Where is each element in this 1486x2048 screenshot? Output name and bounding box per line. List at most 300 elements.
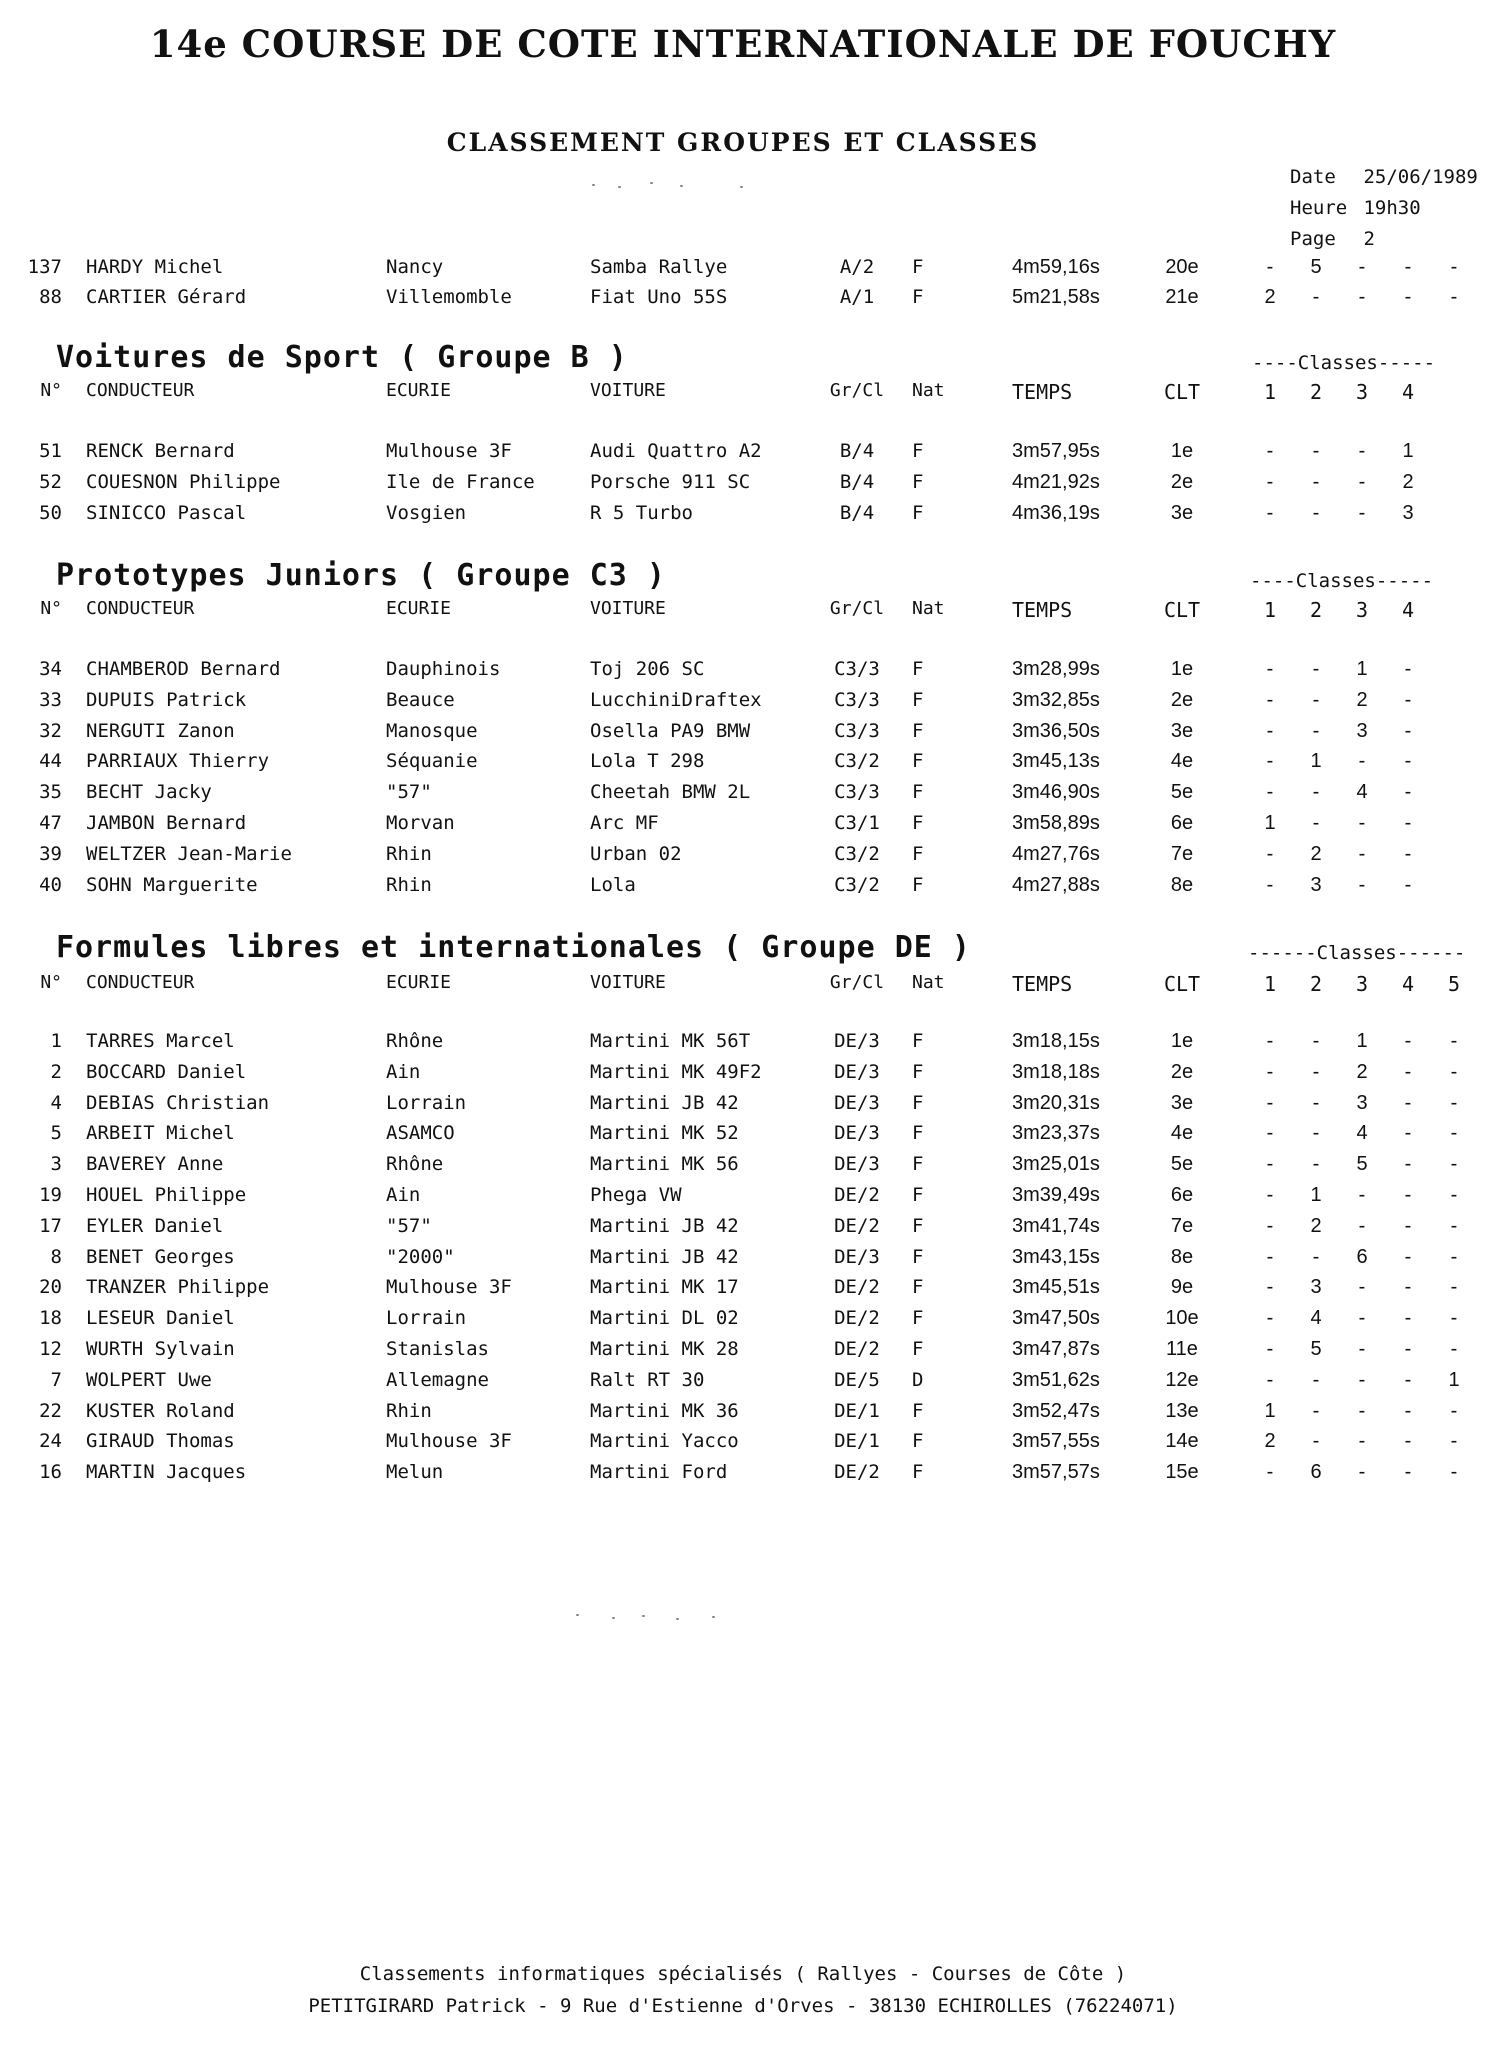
column-header-voiture: VOITURE <box>590 380 666 401</box>
class-rank-cell: 6 <box>1356 1246 1368 1268</box>
table-row <box>0 256 1486 282</box>
page-subtitle: CLASSEMENT GROUPES ET CLASSES <box>446 128 1040 157</box>
class-rank-cell: - <box>1450 1461 1458 1483</box>
class-rank-cell: 2 <box>1264 1430 1276 1452</box>
class-rank-cell: - <box>1312 1153 1320 1175</box>
ranking-cell: 9e <box>1170 1276 1194 1298</box>
nationality-cell: F <box>912 1307 924 1329</box>
number-cell: 35 <box>39 781 62 803</box>
ranking-cell: 1e <box>1170 658 1194 680</box>
class-rank-cell: 3 <box>1356 1092 1368 1114</box>
class-rank-cell: - <box>1266 440 1274 462</box>
group-class-cell: DE/3 <box>834 1153 880 1175</box>
group-class-cell: C3/3 <box>834 720 880 742</box>
column-header-driver: CONDUCTEUR <box>86 380 195 401</box>
class-rank-cell: - <box>1312 720 1320 742</box>
time-cell: 3m47,50s <box>1012 1307 1100 1329</box>
nationality-cell: F <box>912 658 924 680</box>
time-cell: 3m57,55s <box>1012 1430 1100 1452</box>
table-row <box>0 689 1486 715</box>
driver-cell: WELTZER Jean-Marie <box>86 843 292 865</box>
class-rank-cell: - <box>1404 658 1412 680</box>
class-rank-cell: - <box>1358 440 1366 462</box>
class-rank-cell: - <box>1404 1430 1412 1452</box>
car-cell: Audi Quattro A2 <box>590 440 762 462</box>
ranking-cell: 7e <box>1170 843 1194 865</box>
driver-cell: COUESNON Philippe <box>86 471 281 493</box>
driver-cell: DUPUIS Patrick <box>86 689 247 711</box>
column-header-voiture: VOITURE <box>590 972 666 993</box>
nationality-cell: D <box>912 1369 924 1391</box>
nationality-cell: F <box>912 1030 924 1052</box>
class-rank-cell: - <box>1450 1030 1458 1052</box>
class-rank-cell: - <box>1404 1030 1412 1052</box>
nationality-cell: F <box>912 502 924 524</box>
team-cell: Mulhouse 3F <box>386 1276 512 1298</box>
column-header-no: N° <box>40 380 62 401</box>
time-cell: 3m45,13s <box>1012 750 1100 772</box>
car-cell: Martini MK 49F2 <box>590 1061 762 1083</box>
team-cell: Beauce <box>386 689 455 711</box>
car-cell: Phega VW <box>590 1184 682 1206</box>
number-cell: 39 <box>39 843 62 865</box>
class-number-header: 3 <box>1355 380 1369 404</box>
ranking-cell: 3e <box>1170 720 1194 742</box>
class-rank-cell: 3 <box>1356 720 1368 742</box>
column-header-clt: CLT <box>1163 380 1201 404</box>
class-rank-cell: - <box>1450 1215 1458 1237</box>
column-header-grcl: Gr/Cl <box>829 598 885 619</box>
class-rank-cell: - <box>1404 1276 1412 1298</box>
page-label: Page <box>1290 228 1336 250</box>
team-cell: Morvan <box>386 812 455 834</box>
class-number-header: 5 <box>1447 972 1461 996</box>
time-cell: 3m45,51s <box>1012 1276 1100 1298</box>
time-cell: 3m57,95s <box>1012 440 1100 462</box>
class-rank-cell: - <box>1358 502 1366 524</box>
group-class-cell: C3/3 <box>834 689 880 711</box>
group-class-cell: C3/2 <box>834 874 880 896</box>
column-header-voiture: VOITURE <box>590 598 666 619</box>
car-cell: Lola <box>590 874 636 896</box>
class-number-header: 2 <box>1309 972 1323 996</box>
time-cell: 3m52,47s <box>1012 1400 1100 1422</box>
section-title: Prototypes Juniors ( Groupe C3 ) <box>56 558 666 593</box>
driver-cell: BAVEREY Anne <box>86 1153 224 1175</box>
class-number-header: 1 <box>1263 972 1277 996</box>
page-line <box>1290 228 1375 250</box>
driver-cell: MARTIN Jacques <box>86 1461 247 1483</box>
table-row <box>0 1400 1486 1426</box>
date-value: 25/06/1989 <box>1363 166 1478 188</box>
nationality-cell: F <box>912 471 924 493</box>
nationality-cell: F <box>912 1430 924 1452</box>
car-cell: Martini MK 36 <box>590 1400 739 1422</box>
number-cell: 7 <box>50 1369 62 1391</box>
table-row <box>0 1276 1486 1302</box>
class-rank-cell: 4 <box>1310 1307 1322 1329</box>
nationality-cell: F <box>912 1122 924 1144</box>
driver-cell: GIRAUD Thomas <box>86 1430 235 1452</box>
time-cell: 3m20,31s <box>1012 1092 1100 1114</box>
class-rank-cell: - <box>1358 286 1366 308</box>
class-rank-cell: - <box>1358 1215 1366 1237</box>
class-rank-cell: - <box>1266 1338 1274 1360</box>
section-title: Formules libres et internationales ( Groupe DE ) <box>56 930 971 965</box>
time-cell: 4m21,92s <box>1012 471 1100 493</box>
page-number: 2 <box>1363 228 1375 250</box>
class-rank-cell: - <box>1266 256 1274 278</box>
ranking-cell: 14e <box>1165 1430 1199 1452</box>
class-rank-cell: 5 <box>1310 256 1322 278</box>
class-rank-cell: - <box>1358 1338 1366 1360</box>
car-cell: Toj 206 SC <box>590 658 705 680</box>
class-rank-cell: - <box>1404 286 1412 308</box>
number-cell: 34 <box>39 658 62 680</box>
time-cell: 3m36,50s <box>1012 720 1100 742</box>
table-row <box>0 843 1486 869</box>
ranking-cell: 5e <box>1170 1153 1194 1175</box>
group-class-cell: DE/5 <box>834 1369 880 1391</box>
class-rank-cell: - <box>1450 1122 1458 1144</box>
car-cell: Martini Yacco <box>590 1430 739 1452</box>
time-cell: 3m43,15s <box>1012 1246 1100 1268</box>
group-class-cell: A/2 <box>839 256 875 278</box>
class-rank-cell: - <box>1404 1092 1412 1114</box>
class-rank-cell: - <box>1404 1400 1412 1422</box>
classes-header: ----Classes----- <box>1252 352 1436 374</box>
time-cell: 3m51,62s <box>1012 1369 1100 1391</box>
number-cell: 32 <box>39 720 62 742</box>
number-cell: 4 <box>50 1092 62 1114</box>
table-row <box>0 874 1486 900</box>
time-cell: 3m39,49s <box>1012 1184 1100 1206</box>
section-title: Voitures de Sport ( Groupe B ) <box>56 340 628 375</box>
number-cell: 8 <box>50 1246 62 1268</box>
nationality-cell: F <box>912 1184 924 1206</box>
car-cell: Urban 02 <box>590 843 682 865</box>
driver-cell: RENCK Bernard <box>86 440 235 462</box>
number-cell: 22 <box>39 1400 62 1422</box>
class-rank-cell: - <box>1358 1400 1366 1422</box>
column-header-no: N° <box>40 972 62 993</box>
time-cell: 4m27,88s <box>1012 874 1100 896</box>
scan-specks <box>572 1612 732 1622</box>
driver-cell: CHAMBEROD Bernard <box>86 658 281 680</box>
number-cell: 18 <box>39 1307 62 1329</box>
class-rank-cell: - <box>1404 689 1412 711</box>
ranking-cell: 2e <box>1170 471 1194 493</box>
team-cell: "2000" <box>386 1246 455 1268</box>
number-cell: 47 <box>39 812 62 834</box>
team-cell: Manosque <box>386 720 478 742</box>
table-row <box>0 471 1486 497</box>
classes-header: ----Classes----- <box>1250 570 1434 592</box>
time-cell: 3m25,01s <box>1012 1153 1100 1175</box>
nationality-cell: F <box>912 843 924 865</box>
driver-cell: NERGUTI Zanon <box>86 720 235 742</box>
class-rank-cell: - <box>1404 1184 1412 1206</box>
table-row <box>0 1215 1486 1241</box>
driver-cell: CARTIER Gérard <box>86 286 247 308</box>
class-rank-cell: - <box>1312 1246 1320 1268</box>
column-header-nat: Nat <box>912 598 945 619</box>
class-number-header: 2 <box>1309 598 1323 622</box>
column-header-driver: CONDUCTEUR <box>86 972 195 993</box>
driver-cell: BOCCARD Daniel <box>86 1061 247 1083</box>
class-rank-cell: - <box>1450 256 1458 278</box>
time-cell: 3m32,85s <box>1012 689 1100 711</box>
car-cell: Osella PA9 BMW <box>590 720 751 742</box>
ranking-cell: 4e <box>1170 750 1194 772</box>
date-label: Date <box>1290 166 1336 188</box>
table-row <box>0 1461 1486 1487</box>
car-cell: Martini MK 52 <box>590 1122 739 1144</box>
class-rank-cell: 3 <box>1402 502 1414 524</box>
table-row <box>0 1122 1486 1148</box>
footer-line-2: PETITGIRARD Patrick - 9 Rue d'Estienne d'Orves - 38130 ECHIROLLES (76224071) <box>308 1995 1178 2017</box>
class-rank-cell: 2 <box>1310 1215 1322 1237</box>
heure-value: 19h30 <box>1363 197 1421 219</box>
table-row <box>0 1307 1486 1333</box>
class-rank-cell: 1 <box>1402 440 1414 462</box>
number-cell: 17 <box>39 1215 62 1237</box>
nationality-cell: F <box>912 1153 924 1175</box>
car-cell: Martini JB 42 <box>590 1215 739 1237</box>
class-rank-cell: - <box>1266 720 1274 742</box>
number-cell: 5 <box>50 1122 62 1144</box>
column-header-grcl: Gr/Cl <box>829 972 885 993</box>
nationality-cell: F <box>912 874 924 896</box>
ranking-cell: 2e <box>1170 1061 1194 1083</box>
group-class-cell: DE/2 <box>834 1338 880 1360</box>
group-class-cell: C3/2 <box>834 843 880 865</box>
class-rank-cell: 2 <box>1356 1061 1368 1083</box>
group-class-cell: DE/1 <box>834 1430 880 1452</box>
team-cell: Mulhouse 3F <box>386 1430 512 1452</box>
team-cell: Stanislas <box>386 1338 489 1360</box>
team-cell: Mulhouse 3F <box>386 440 512 462</box>
group-class-cell: B/4 <box>839 471 875 493</box>
ranking-cell: 8e <box>1170 874 1194 896</box>
class-rank-cell: - <box>1450 1338 1458 1360</box>
team-cell: Lorrain <box>386 1307 467 1329</box>
ranking-cell: 4e <box>1170 1122 1194 1144</box>
class-rank-cell: - <box>1404 750 1412 772</box>
team-cell: Dauphinois <box>386 658 501 680</box>
team-cell: Allemagne <box>386 1369 489 1391</box>
number-cell: 20 <box>39 1276 62 1298</box>
nationality-cell: F <box>912 1400 924 1422</box>
class-rank-cell: - <box>1358 750 1366 772</box>
class-rank-cell: - <box>1266 1030 1274 1052</box>
driver-cell: WOLPERT Uwe <box>86 1369 212 1391</box>
car-cell: Martini DL 02 <box>590 1307 739 1329</box>
car-cell: Martini JB 42 <box>590 1092 739 1114</box>
class-rank-cell: - <box>1404 1338 1412 1360</box>
column-header-row <box>0 598 1486 624</box>
team-cell: Lorrain <box>386 1092 467 1114</box>
number-cell: 44 <box>39 750 62 772</box>
classes-header: ------Classes------ <box>1248 942 1466 964</box>
class-number-header: 1 <box>1263 598 1277 622</box>
group-class-cell: B/4 <box>839 440 875 462</box>
class-rank-cell: - <box>1358 843 1366 865</box>
class-rank-cell: - <box>1266 1276 1274 1298</box>
group-class-cell: DE/3 <box>834 1061 880 1083</box>
class-rank-cell: - <box>1358 1184 1366 1206</box>
number-cell: 33 <box>39 689 62 711</box>
class-rank-cell: - <box>1450 1092 1458 1114</box>
table-row <box>0 1061 1486 1087</box>
class-rank-cell: - <box>1450 1153 1458 1175</box>
column-header-no: N° <box>40 598 62 619</box>
number-cell: 19 <box>39 1184 62 1206</box>
ranking-cell: 8e <box>1170 1246 1194 1268</box>
class-rank-cell: - <box>1266 1461 1274 1483</box>
class-rank-cell: - <box>1358 1369 1366 1391</box>
car-cell: Martini MK 17 <box>590 1276 739 1298</box>
class-rank-cell: - <box>1266 874 1274 896</box>
class-rank-cell: - <box>1266 1184 1274 1206</box>
class-rank-cell: 3 <box>1310 1276 1322 1298</box>
class-rank-cell: - <box>1404 1215 1412 1237</box>
number-cell: 51 <box>39 440 62 462</box>
ranking-cell: 13e <box>1165 1400 1199 1422</box>
page-title: 14e COURSE DE COTE INTERNATIONALE DE FOUCHY <box>149 22 1337 66</box>
class-rank-cell: - <box>1312 658 1320 680</box>
group-class-cell: B/4 <box>839 502 875 524</box>
class-rank-cell: - <box>1266 843 1274 865</box>
team-cell: "57" <box>386 1215 432 1237</box>
column-header-nat: Nat <box>912 380 945 401</box>
table-row <box>0 286 1486 312</box>
team-cell: Séquanie <box>386 750 478 772</box>
ranking-cell: 15e <box>1165 1461 1199 1483</box>
team-cell: Rhin <box>386 874 432 896</box>
class-rank-cell: - <box>1404 843 1412 865</box>
group-class-cell: DE/2 <box>834 1307 880 1329</box>
group-class-cell: DE/2 <box>834 1461 880 1483</box>
column-header-row <box>0 972 1486 998</box>
ranking-cell: 12e <box>1165 1369 1199 1391</box>
column-header-driver: CONDUCTEUR <box>86 598 195 619</box>
number-cell: 16 <box>39 1461 62 1483</box>
nationality-cell: F <box>912 1276 924 1298</box>
number-cell: 2 <box>50 1061 62 1083</box>
column-header-ecurie: ECURIE <box>386 380 452 401</box>
class-rank-cell: - <box>1404 1246 1412 1268</box>
ranking-cell: 3e <box>1170 502 1194 524</box>
ranking-cell: 1e <box>1170 1030 1194 1052</box>
class-rank-cell: - <box>1358 1430 1366 1452</box>
class-rank-cell: - <box>1312 1030 1320 1052</box>
car-cell: Fiat Uno 55S <box>590 286 728 308</box>
table-row <box>0 440 1486 466</box>
class-rank-cell: - <box>1450 286 1458 308</box>
class-rank-cell: - <box>1312 781 1320 803</box>
ranking-cell: 2e <box>1170 689 1194 711</box>
class-rank-cell: - <box>1266 1369 1274 1391</box>
class-rank-cell: 1 <box>1448 1369 1460 1391</box>
time-cell: 3m41,74s <box>1012 1215 1100 1237</box>
driver-cell: SINICCO Pascal <box>86 502 247 524</box>
car-cell: Cheetah BMW 2L <box>590 781 751 803</box>
class-rank-cell: - <box>1358 471 1366 493</box>
footer-line-1: Classements informatiques spécialisés ( Rallyes - Courses de Côte ) <box>359 1963 1127 1985</box>
class-rank-cell: 3 <box>1310 874 1322 896</box>
time-cell: 3m58,89s <box>1012 812 1100 834</box>
driver-cell: ARBEIT Michel <box>86 1122 235 1144</box>
ranking-cell: 6e <box>1170 812 1194 834</box>
group-class-cell: DE/2 <box>834 1276 880 1298</box>
class-rank-cell: - <box>1450 1246 1458 1268</box>
car-cell: Martini MK 28 <box>590 1338 739 1360</box>
driver-cell: WURTH Sylvain <box>86 1338 235 1360</box>
class-rank-cell: - <box>1450 1276 1458 1298</box>
class-rank-cell: - <box>1312 689 1320 711</box>
car-cell: Martini MK 56T <box>590 1030 751 1052</box>
team-cell: Ile de France <box>386 471 535 493</box>
car-cell: Martini Ford <box>590 1461 728 1483</box>
table-row <box>0 1092 1486 1118</box>
ranking-cell: 10e <box>1165 1307 1199 1329</box>
class-number-header: 4 <box>1401 380 1415 404</box>
team-cell: Villemomble <box>386 286 512 308</box>
group-class-cell: C3/3 <box>834 781 880 803</box>
group-class-cell: DE/1 <box>834 1400 880 1422</box>
class-number-header: 3 <box>1355 598 1369 622</box>
ranking-cell: 6e <box>1170 1184 1194 1206</box>
class-rank-cell: - <box>1312 1092 1320 1114</box>
class-rank-cell: 1 <box>1264 812 1276 834</box>
nationality-cell: F <box>912 781 924 803</box>
column-header-row <box>0 380 1486 406</box>
number-cell: 50 <box>39 502 62 524</box>
table-row <box>0 1338 1486 1364</box>
class-rank-cell: - <box>1450 1061 1458 1083</box>
class-rank-cell: - <box>1312 502 1320 524</box>
class-rank-cell: - <box>1358 1276 1366 1298</box>
driver-cell: JAMBON Bernard <box>86 812 247 834</box>
class-rank-cell: - <box>1312 440 1320 462</box>
class-rank-cell: - <box>1404 1461 1412 1483</box>
class-number-header: 4 <box>1401 972 1415 996</box>
class-rank-cell: 2 <box>1356 689 1368 711</box>
car-cell: Ralt RT 30 <box>590 1369 705 1391</box>
number-cell: 88 <box>39 286 62 308</box>
team-cell: "57" <box>386 781 432 803</box>
table-row <box>0 750 1486 776</box>
class-rank-cell: - <box>1404 812 1412 834</box>
class-rank-cell: - <box>1358 1461 1366 1483</box>
class-rank-cell: - <box>1404 874 1412 896</box>
time-cell: 3m18,18s <box>1012 1061 1100 1083</box>
class-rank-cell: - <box>1404 720 1412 742</box>
driver-cell: BECHT Jacky <box>86 781 212 803</box>
class-rank-cell: 1 <box>1356 658 1368 680</box>
class-rank-cell: - <box>1404 1307 1412 1329</box>
nationality-cell: F <box>912 1246 924 1268</box>
nationality-cell: F <box>912 689 924 711</box>
column-header-temps: TEMPS <box>1012 598 1073 622</box>
time-cell: 3m23,37s <box>1012 1122 1100 1144</box>
class-rank-cell: - <box>1404 1369 1412 1391</box>
table-row <box>0 1430 1486 1456</box>
class-rank-cell: 4 <box>1356 1122 1368 1144</box>
nationality-cell: F <box>912 720 924 742</box>
class-rank-cell: 1 <box>1310 750 1322 772</box>
